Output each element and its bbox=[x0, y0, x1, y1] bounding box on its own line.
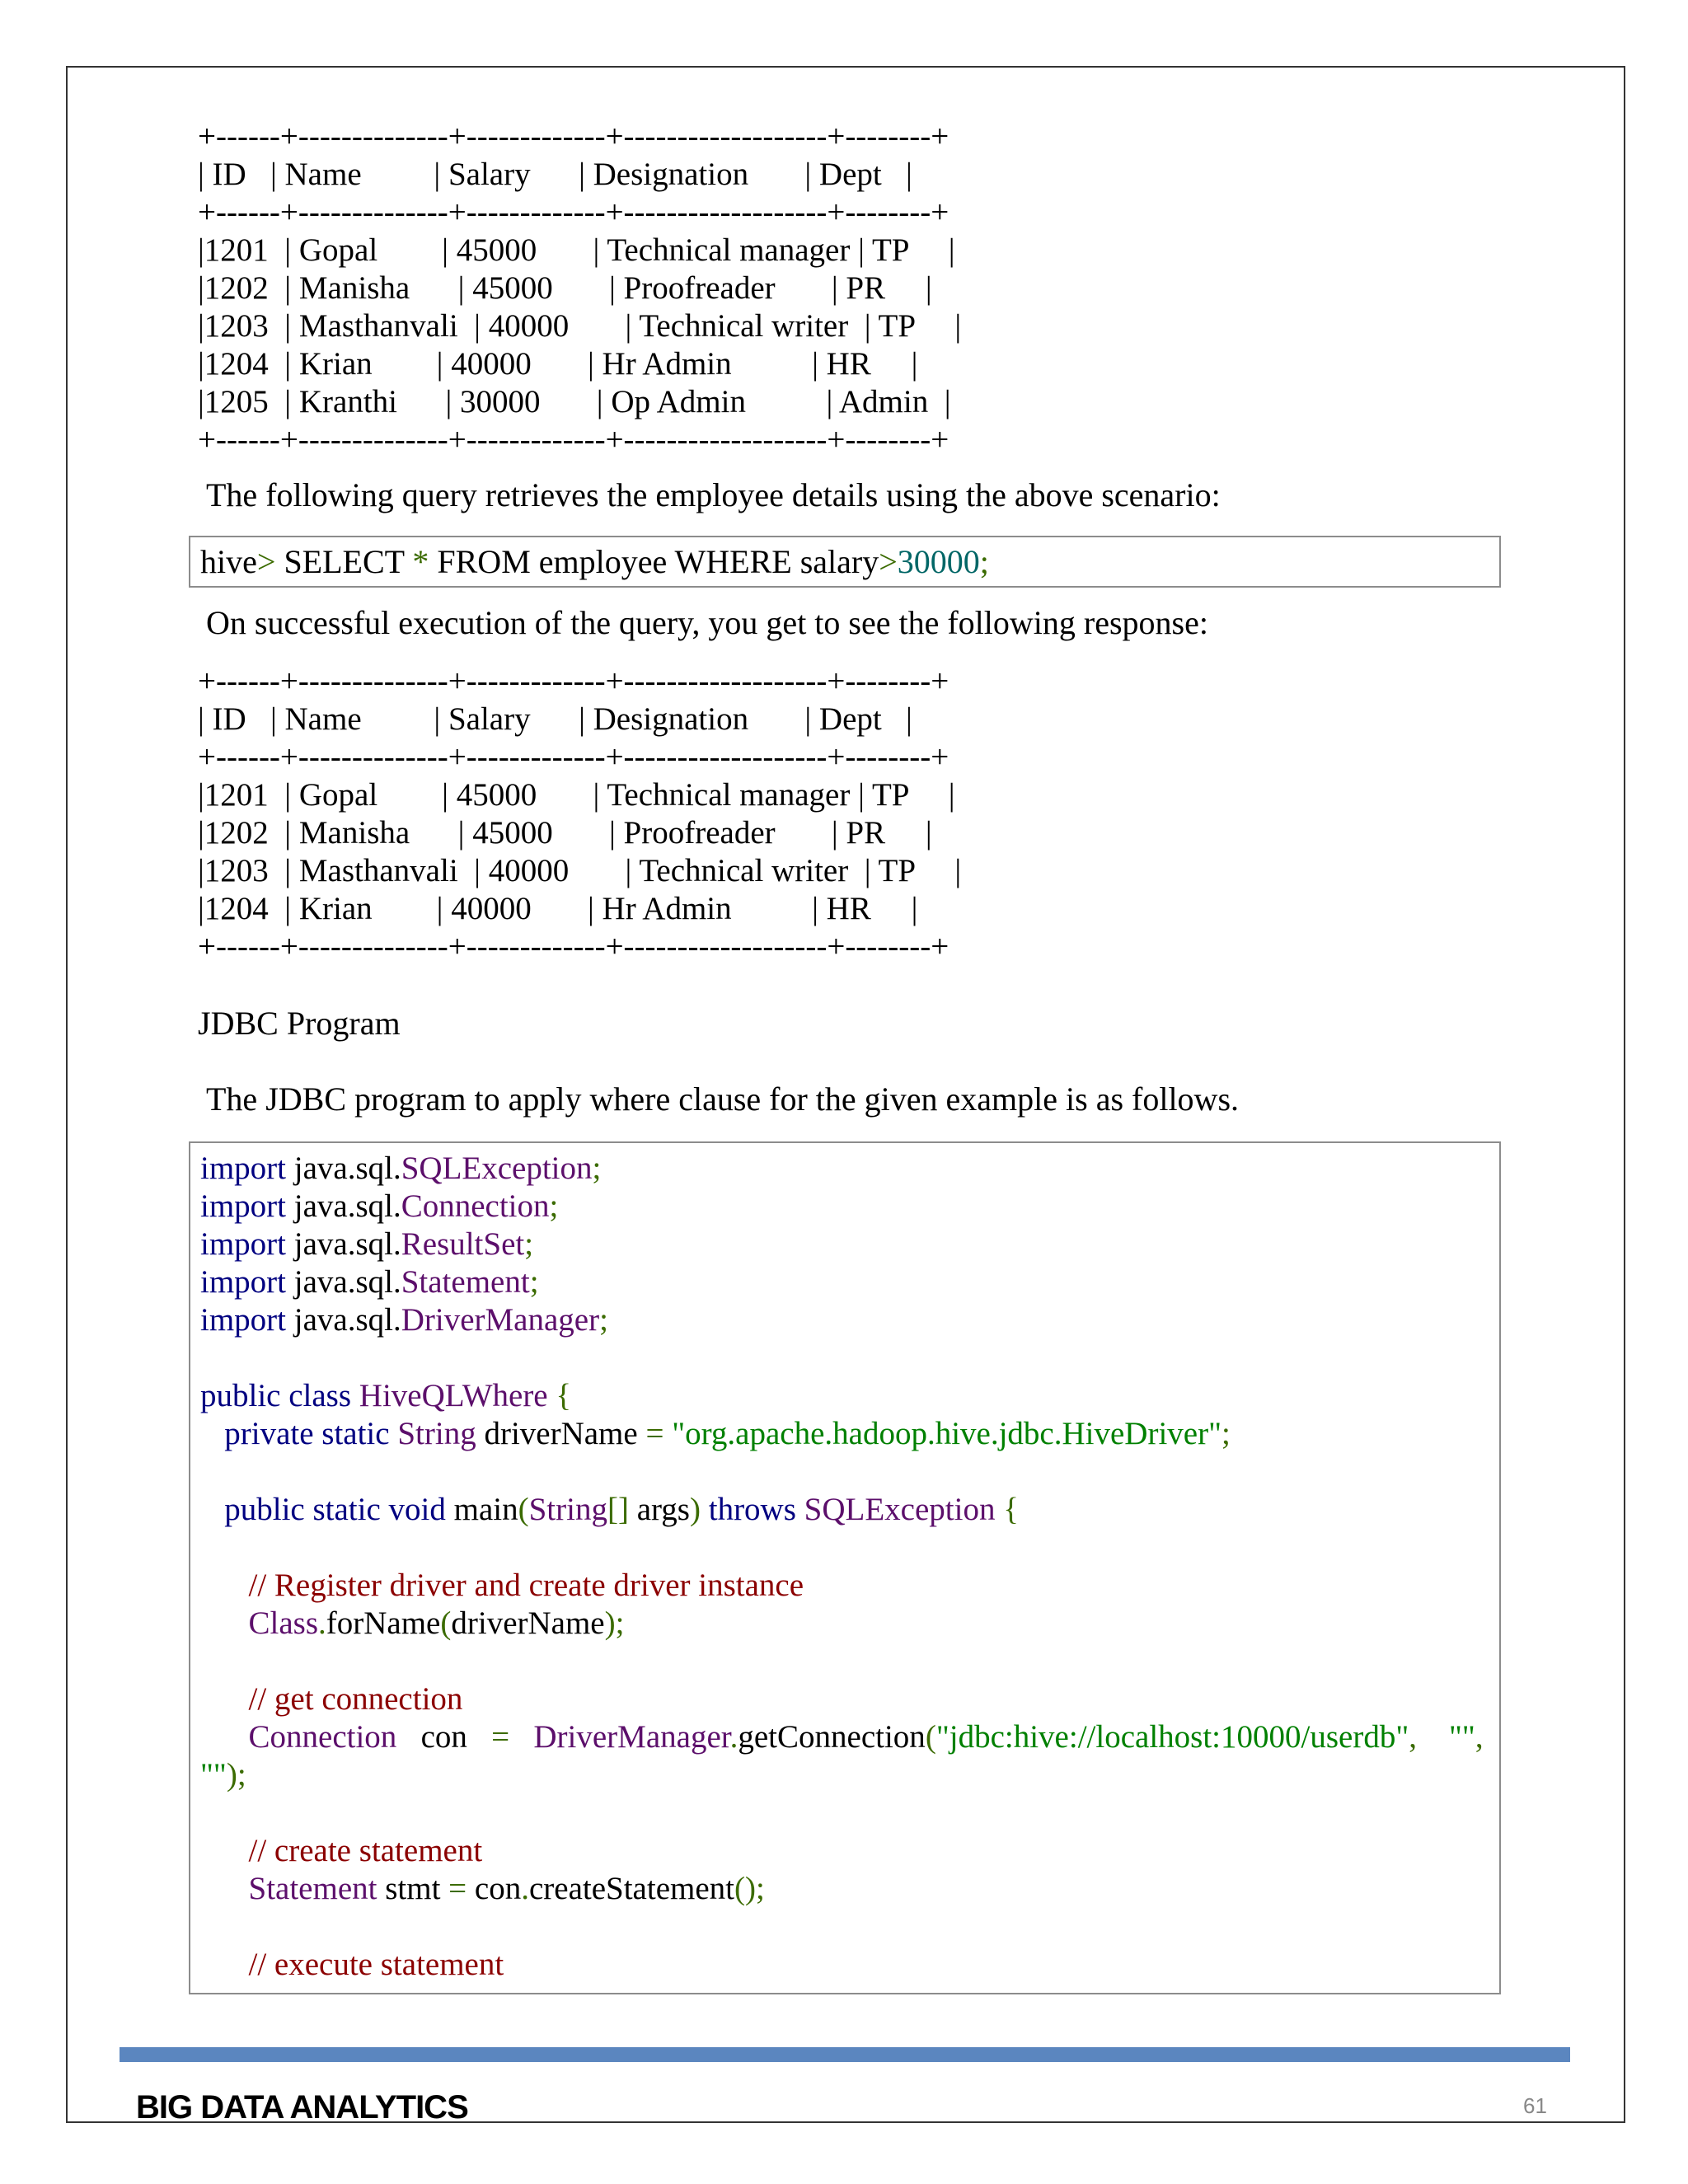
jdbc-heading: JDBC Program bbox=[198, 1005, 401, 1042]
code-token: java.sql. bbox=[286, 1226, 401, 1262]
table-row: +------+--------------+-------------+-------------------+--------+ bbox=[198, 739, 950, 775]
code-token bbox=[200, 1871, 249, 1906]
code-token: import bbox=[200, 1264, 286, 1300]
code-line bbox=[200, 1794, 1499, 1832]
code-line bbox=[200, 1226, 1499, 1263]
code-token: args bbox=[628, 1492, 690, 1527]
code-token bbox=[200, 1492, 224, 1527]
code-line bbox=[200, 1188, 1499, 1226]
code-token: public class bbox=[200, 1378, 352, 1413]
table-row: |1201 | Gopal | 45000 | Technical manager | TP | bbox=[198, 232, 955, 268]
footer-bar bbox=[120, 2047, 1570, 2062]
table-row: +------+--------------+-------------+-------------------+--------+ bbox=[198, 194, 950, 230]
code-token: ); bbox=[604, 1605, 625, 1641]
code-token: . bbox=[521, 1871, 529, 1906]
code-token: private static bbox=[224, 1416, 390, 1451]
code-token: ( bbox=[518, 1492, 529, 1527]
code-token: import bbox=[200, 1151, 286, 1186]
code-token bbox=[200, 1719, 249, 1755]
jdbc-intro: The JDBC program to apply where clause for the given example is as follows. bbox=[206, 1080, 1240, 1118]
code-token: getConnection bbox=[738, 1719, 926, 1755]
code-token: con bbox=[396, 1719, 492, 1755]
code-token: ; bbox=[592, 1151, 602, 1186]
table-row: +------+--------------+-------------+-------------------+--------+ bbox=[198, 929, 950, 964]
code-token: // create statement bbox=[248, 1833, 483, 1868]
query-prompt: hive bbox=[200, 543, 257, 580]
code-line bbox=[200, 1643, 1499, 1680]
code-token: stmt bbox=[377, 1871, 449, 1906]
code-token: forName bbox=[326, 1605, 441, 1641]
code-line bbox=[200, 1339, 1499, 1377]
code-token: ( bbox=[440, 1605, 452, 1641]
table-row: | ID | Name | Salary | Designation | Dept | bbox=[198, 157, 912, 192]
code-token: = bbox=[448, 1871, 467, 1906]
table-row: +------+--------------+-------------+-------------------+--------+ bbox=[198, 422, 950, 457]
code-token bbox=[509, 1719, 533, 1755]
table-row: |1203 | Masthanvali | 40000 | Technical writer | TP | bbox=[198, 308, 962, 344]
intro-query-text: The following query retrieves the employee details using the above scenario: bbox=[206, 476, 1221, 513]
code-token: // execute statement bbox=[248, 1947, 504, 1982]
code-token: main bbox=[445, 1492, 518, 1527]
code-token: , bbox=[1475, 1719, 1484, 1755]
code-token: ) bbox=[689, 1492, 701, 1527]
code-token: SQLException bbox=[401, 1151, 593, 1186]
code-token: java.sql. bbox=[286, 1151, 401, 1186]
code-token: SQLException bbox=[804, 1492, 996, 1527]
code-token: . bbox=[729, 1719, 738, 1755]
code-line bbox=[200, 1870, 1499, 1908]
code-line bbox=[200, 1301, 1499, 1339]
code-token: , bbox=[1409, 1719, 1417, 1755]
query-gt: > bbox=[256, 543, 276, 580]
code-token: ; bbox=[1221, 1416, 1231, 1451]
code-token bbox=[351, 1378, 359, 1413]
employee-table-ascii bbox=[198, 118, 961, 459]
code-token: ; bbox=[599, 1302, 608, 1338]
code-token bbox=[200, 1681, 249, 1717]
code-token bbox=[390, 1416, 398, 1451]
query-value: 30000 bbox=[897, 543, 980, 580]
table-row: |1205 | Kranthi | 30000 | Op Admin | Admin | bbox=[198, 384, 951, 419]
code-token: "" bbox=[1448, 1719, 1475, 1755]
code-token bbox=[995, 1492, 1003, 1527]
code-token: ; bbox=[524, 1226, 534, 1262]
code-line bbox=[200, 1680, 1499, 1718]
code-token: import bbox=[200, 1226, 286, 1262]
code-token bbox=[701, 1492, 709, 1527]
table-row: |1204 | Krian | 40000 | Hr Admin | HR | bbox=[198, 891, 918, 926]
code-token: { bbox=[556, 1378, 572, 1413]
code-token: ; bbox=[529, 1264, 539, 1300]
code-line bbox=[200, 1946, 1499, 1984]
query-part2: FROM employee WHERE salary bbox=[429, 543, 879, 580]
code-token: Connection bbox=[248, 1719, 397, 1755]
code-token: driverName bbox=[451, 1605, 605, 1641]
code-token: ( bbox=[925, 1719, 936, 1755]
code-line bbox=[200, 1377, 1499, 1415]
code-token bbox=[1417, 1719, 1449, 1755]
code-token: ); bbox=[226, 1757, 246, 1793]
query-part1: SELECT bbox=[275, 543, 413, 580]
code-token: Class bbox=[248, 1605, 319, 1641]
table-row: +------+--------------+-------------+-------------------+--------+ bbox=[198, 663, 950, 699]
code-line bbox=[200, 1605, 1499, 1643]
code-token: // Register driver and create driver instance bbox=[248, 1568, 804, 1603]
code-token: HiveQLWhere bbox=[359, 1378, 548, 1413]
code-token: java.sql. bbox=[286, 1264, 401, 1300]
code-token: public static void bbox=[224, 1492, 446, 1527]
code-line bbox=[200, 1908, 1499, 1946]
code-token: "org.apache.hadoop.hive.jdbc.HiveDriver" bbox=[672, 1416, 1222, 1451]
code-token: import bbox=[200, 1188, 286, 1224]
code-token bbox=[548, 1378, 556, 1413]
code-line bbox=[200, 1150, 1499, 1188]
table-row: | ID | Name | Salary | Designation | Dept | bbox=[198, 701, 912, 737]
code-token: java.sql. bbox=[286, 1188, 401, 1224]
code-token: // get connection bbox=[248, 1681, 463, 1717]
code-token bbox=[200, 1947, 249, 1982]
code-token: "" bbox=[200, 1757, 227, 1793]
response-table-ascii bbox=[198, 663, 961, 966]
code-token: . bbox=[318, 1605, 326, 1641]
query-gt2: > bbox=[879, 543, 898, 580]
code-token: Statement bbox=[248, 1871, 377, 1906]
table-row: |1203 | Masthanvali | 40000 | Technical writer | TP | bbox=[198, 853, 962, 888]
code-token: import bbox=[200, 1302, 286, 1338]
code-token: "jdbc:hive://localhost:10000/userdb" bbox=[935, 1719, 1409, 1755]
code-token: = bbox=[491, 1719, 510, 1755]
code-line bbox=[200, 1756, 1499, 1794]
code-token bbox=[200, 1416, 224, 1451]
code-line bbox=[200, 1491, 1499, 1529]
code-line bbox=[200, 1415, 1499, 1453]
page-number: 61 bbox=[1523, 2093, 1547, 2118]
code-token: DriverManager bbox=[533, 1719, 730, 1755]
code-token: String bbox=[397, 1416, 476, 1451]
code-token: DriverManager bbox=[401, 1302, 600, 1338]
code-token: [] bbox=[607, 1492, 629, 1527]
code-token: ResultSet bbox=[401, 1226, 525, 1262]
code-token: = bbox=[645, 1416, 664, 1451]
code-token: String bbox=[528, 1492, 607, 1527]
code-token: driverName bbox=[476, 1416, 646, 1451]
code-token: (); bbox=[734, 1871, 765, 1906]
table-row: |1202 | Manisha | 45000 | Proofreader | PR | bbox=[198, 270, 932, 306]
code-token: createStatement bbox=[528, 1871, 734, 1906]
code-token: Connection bbox=[401, 1188, 550, 1224]
code-token: java.sql. bbox=[286, 1302, 401, 1338]
code-token bbox=[663, 1416, 672, 1451]
code-line bbox=[200, 1263, 1499, 1301]
code-token bbox=[200, 1833, 249, 1868]
code-line bbox=[200, 1529, 1499, 1567]
code-token: Statement bbox=[401, 1264, 530, 1300]
code-token: throws bbox=[708, 1492, 796, 1527]
code-token: con bbox=[467, 1871, 522, 1906]
code-line bbox=[200, 1718, 1499, 1756]
code-line bbox=[200, 1832, 1499, 1870]
intro-response-text: On successful execution of the query, you get to see the following response: bbox=[206, 604, 1208, 641]
code-token bbox=[796, 1492, 804, 1527]
footer-title: BIG DATA ANALYTICS bbox=[136, 2089, 468, 2125]
table-row: |1201 | Gopal | 45000 | Technical manager | TP | bbox=[198, 777, 955, 813]
query-star: * bbox=[412, 543, 429, 580]
query-box bbox=[189, 536, 1501, 588]
query-semicolon: ; bbox=[979, 543, 989, 580]
table-row: |1202 | Manisha | 45000 | Proofreader | PR | bbox=[198, 815, 932, 851]
code-token bbox=[200, 1605, 249, 1641]
table-row: +------+--------------+-------------+-------------------+--------+ bbox=[198, 119, 950, 154]
code-block bbox=[189, 1141, 1501, 1994]
code-token: { bbox=[1003, 1492, 1019, 1527]
table-row: |1204 | Krian | 40000 | Hr Admin | HR | bbox=[198, 346, 918, 382]
code-token bbox=[200, 1568, 249, 1603]
code-line bbox=[200, 1567, 1499, 1605]
code-token: ; bbox=[549, 1188, 559, 1224]
code-line bbox=[200, 1453, 1499, 1491]
